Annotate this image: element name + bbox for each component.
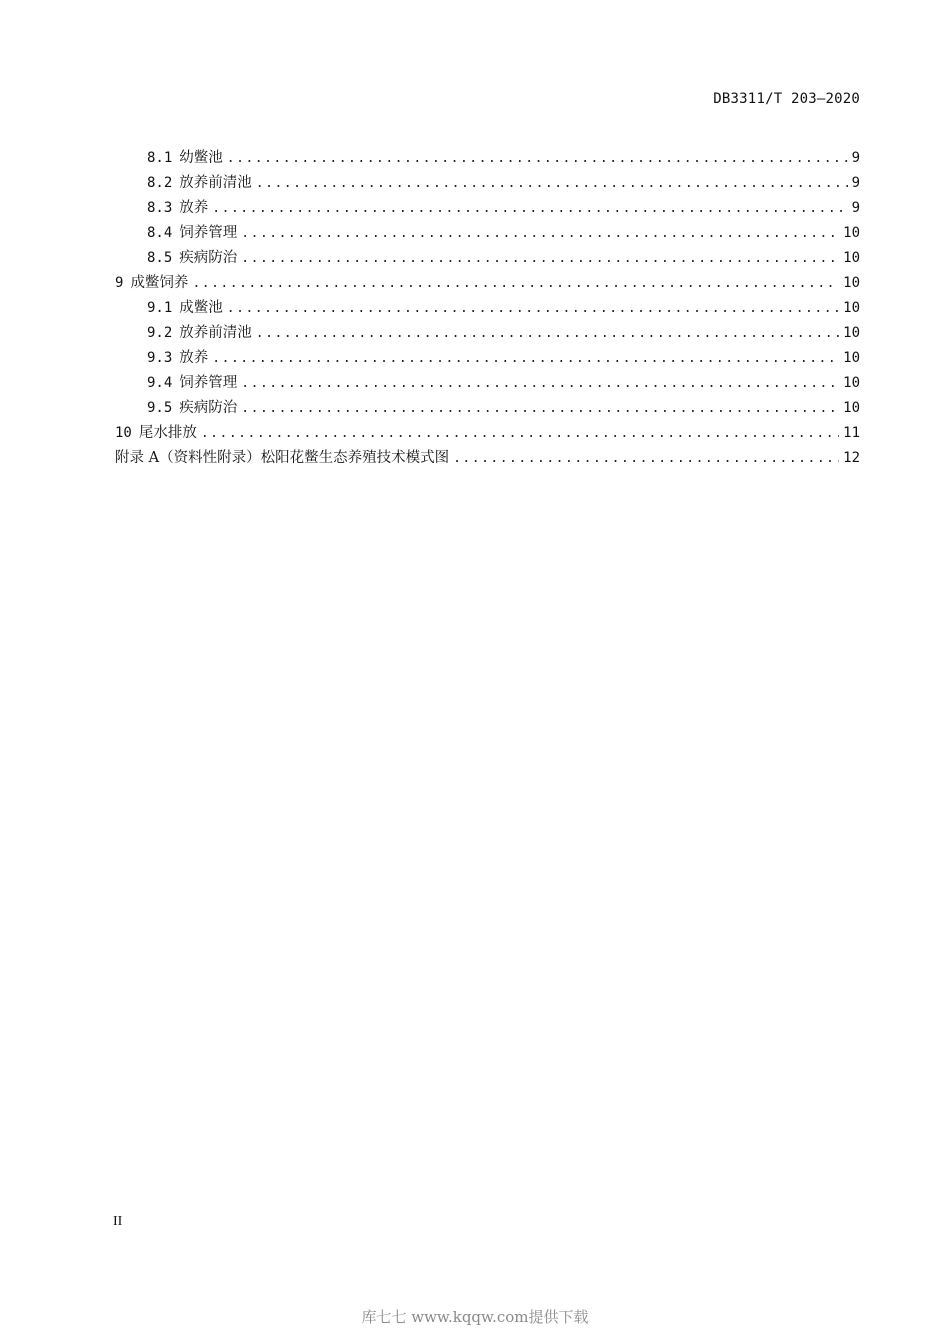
toc-entry[interactable] xyxy=(115,321,860,346)
toc-entry[interactable] xyxy=(115,171,860,196)
toc-entry-page: 10 xyxy=(843,350,860,366)
toc-entry-title: 饲养管理 xyxy=(179,225,238,241)
toc-entry-number: 9.4 xyxy=(147,375,173,391)
toc-entry-number: 10 xyxy=(115,425,132,441)
toc-dot-leader xyxy=(212,346,839,371)
toc-entry[interactable] xyxy=(115,346,860,371)
toc-entry-number: 8.1 xyxy=(147,150,173,166)
toc-dot-leader xyxy=(212,196,847,221)
toc-dot-leader xyxy=(256,321,839,346)
toc-entry-number: 9 xyxy=(115,275,124,291)
toc-entry[interactable] xyxy=(115,221,860,246)
toc-entry-number: 8.2 xyxy=(147,175,173,191)
toc-dot-leader xyxy=(241,221,839,246)
toc-entry-page: 9 xyxy=(851,175,860,191)
toc-entry-title: 附录 A（资料性附录）松阳花鳖生态养殖技术模式图 xyxy=(115,450,450,466)
table-of-contents xyxy=(115,146,860,471)
toc-entry-appendix[interactable] xyxy=(115,446,860,471)
toc-entry-page: 10 xyxy=(843,225,860,241)
toc-entry-title: 放养前清池 xyxy=(179,175,252,191)
toc-entry-title: 尾水排放 xyxy=(138,425,197,441)
toc-entry-title: 疾病防治 xyxy=(179,400,238,416)
toc-entry[interactable] xyxy=(115,196,860,221)
toc-dot-leader xyxy=(227,296,839,321)
toc-entry-page: 11 xyxy=(843,425,860,441)
toc-entry-number: 9.2 xyxy=(147,325,173,341)
document-code: DB3311/T 203—2020 xyxy=(713,91,860,107)
toc-dot-leader xyxy=(241,246,839,271)
toc-entry-number: 8.5 xyxy=(147,250,173,266)
toc-dot-leader xyxy=(453,446,839,471)
toc-entry-page: 12 xyxy=(843,450,860,466)
page-number: II xyxy=(113,1214,123,1229)
toc-entry[interactable] xyxy=(115,421,860,446)
watermark-text: 库七七 www.kqqw.com提供下载 xyxy=(361,1308,589,1326)
toc-entry-page: 9 xyxy=(851,150,860,166)
toc-entry-title: 放养 xyxy=(179,200,209,216)
toc-entry-number: 8.3 xyxy=(147,200,173,216)
toc-entry-page: 10 xyxy=(843,275,860,291)
toc-entry-title: 饲养管理 xyxy=(179,375,238,391)
toc-entry-number: 9.1 xyxy=(147,300,173,316)
toc-entry-title: 疾病防治 xyxy=(179,250,238,266)
toc-entry[interactable] xyxy=(115,271,860,296)
toc-entry[interactable] xyxy=(115,146,860,171)
toc-entry-page: 10 xyxy=(843,375,860,391)
toc-entry-page: 10 xyxy=(843,325,860,341)
toc-entry[interactable] xyxy=(115,296,860,321)
toc-entry-title: 成鳖饲养 xyxy=(130,275,189,291)
toc-dot-leader xyxy=(256,171,848,196)
toc-dot-leader xyxy=(192,271,839,296)
toc-entry-title: 放养 xyxy=(179,350,209,366)
toc-dot-leader xyxy=(201,421,839,446)
toc-dot-leader xyxy=(241,396,839,421)
toc-entry-title: 幼鳖池 xyxy=(179,150,223,166)
toc-entry-page: 10 xyxy=(843,400,860,416)
toc-dot-leader xyxy=(241,371,839,396)
toc-entry-number: 9.5 xyxy=(147,400,173,416)
toc-entry-title: 放养前清池 xyxy=(179,325,252,341)
toc-entry[interactable] xyxy=(115,396,860,421)
toc-entry-title: 成鳖池 xyxy=(179,300,223,316)
toc-entry-page: 9 xyxy=(851,200,860,216)
toc-entry-number: 9.3 xyxy=(147,350,173,366)
toc-dot-leader xyxy=(227,146,848,171)
toc-entry[interactable] xyxy=(115,246,860,271)
toc-entry-number: 8.4 xyxy=(147,225,173,241)
toc-entry[interactable] xyxy=(115,371,860,396)
toc-entry-page: 10 xyxy=(843,300,860,316)
toc-entry-page: 10 xyxy=(843,250,860,266)
